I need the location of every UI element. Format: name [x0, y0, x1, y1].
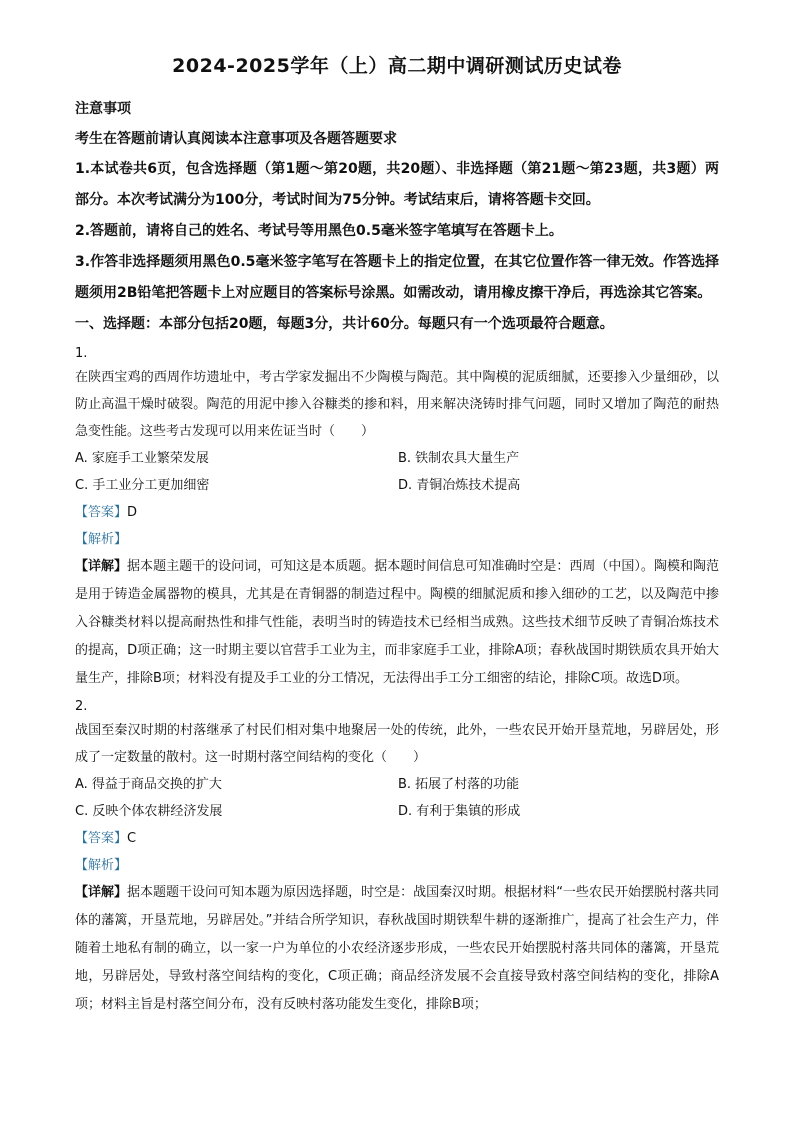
question-1	[75, 344, 719, 693]
option-b: B. 铁制农具大量生产	[398, 451, 520, 466]
answer-value: C	[127, 831, 137, 846]
notice-item-2: 2.答题前，请将自己的姓名、考试号等用黑色0.5毫米签字笔填写在答题卡上。	[75, 223, 563, 239]
detail-text: 据本题主题干的设问词，可知这是本质题。据本题时间信息可知准确时空是：西周（中国）。陶模和陶范是用于铸造金属器物的模具，尤其是在青铜器的制造过程中。陶模的细腻泥质和掺入细砂的工艺，以及陶范中掺入谷糠类材料以提高耐热性和排气性能，表明当时的铸造技术已经相当成熟。这些技术细节反映了青铜冶炼技术的提高，D项正确；这一时期主要以官营手工业为主，而非家庭手工业，排除A项；春秋战国时期铁质农具开始大量生产，排除B项；材料没有提及手工业的分工情况，无法得出手工分工细密的结论，排除C项。故选D项。	[75, 559, 719, 686]
analysis-line	[75, 852, 719, 879]
option-d: D. 有利于集镇的形成	[398, 804, 521, 819]
exam-title: 2024-2025学年（上）高二期中调研测试历史试卷	[172, 55, 622, 77]
option-b: B. 拓展了村落的功能	[398, 777, 520, 792]
question-number: 2.	[75, 699, 88, 714]
question-number: 1.	[75, 346, 88, 361]
question-2	[75, 697, 719, 1019]
option-c: C. 反映个体农耕经济发展	[75, 804, 223, 819]
answer-line	[75, 499, 719, 526]
option-a: A. 家庭手工业繁荣发展	[75, 451, 209, 466]
notice-intro: 考生在答题前请认真阅读本注意事项及各题答题要求	[75, 131, 397, 147]
option-c: C. 手工业分工更加细密	[75, 478, 210, 493]
detail-explanation	[75, 553, 719, 693]
notice-item-3: 3.作答非选择题须用黑色0.5毫米签字笔写在答题卡上的指定位置，在其它位置作答一律无效。作答选择题须用2B铅笔把答题卡上对应题目的答案标号涂黑。如需改动，请用橡皮擦干净后，再选涂其它答案。	[75, 254, 719, 301]
question-options	[75, 445, 719, 499]
analysis-line	[75, 526, 719, 553]
option-a: A. 得益于商品交换的扩大	[75, 777, 222, 792]
question-options	[75, 771, 719, 825]
notice-item-1: 1.本试卷共6页，包含选择题（第1题～第20题，共20题）、非选择题（第21题～第23题，共3题）两部分。本次考试满分为100分，考试时间为75分钟。考试结束后，请将答题卡交回。	[75, 161, 719, 208]
section-heading: 一、选择题：本部分包括20题，每题3分，共计60分。每题只有一个选项最符合题意。	[75, 316, 614, 332]
question-stem: 在陕西宝鸡的西周作坊遗址中，考古学家发掘出不少陶模与陶范。其中陶模的泥质细腻，还要掺入少量细砂，以防止高温干燥时破裂。陶范的用泥中掺入谷糠类的掺和料，用来解决浇铸时排气问题，同时又增加了陶范的耐热急变性能。这些考古发现可以用来佐证当时（ ）	[75, 370, 719, 439]
analysis-label: 【解析】	[75, 858, 128, 873]
detail-explanation	[75, 879, 719, 1019]
exam-page	[75, 52, 719, 1019]
option-d: D. 青铜冶炼技术提高	[398, 478, 521, 493]
answer-line	[75, 825, 719, 852]
answer-label: 【答案】	[75, 505, 128, 520]
detail-label: 【详解】	[75, 559, 128, 574]
detail-label: 【详解】	[75, 885, 128, 900]
notice-heading: 注意事项	[75, 101, 131, 117]
answer-value: D	[127, 505, 138, 520]
analysis-label: 【解析】	[75, 532, 128, 547]
answer-label: 【答案】	[75, 831, 128, 846]
detail-text: 据本题题干设问可知本题为原因选择题，时空是：战国秦汉时期。根据材料“一些农民开始摆脱村落共同体的藩篱，开垦荒地，另辟居处。”并结合所学知识，春秋战国时期铁犁牛耕的逐渐推广，提高了社会生产力，伴随着土地私有制的确立，以一家一户为单位的小农经济逐步形成，一些农民开始摆脱村落共同体的藩篱，开垦荒地，另辟居处，导致村落空间结构的变化，C项正确；商品经济发展不会直接导致村落空间结构的变化，排除A项；材料主旨是村落空间分布，没有反映村落功能发生变化，排除B项；	[75, 885, 719, 1012]
question-stem: 战国至秦汉时期的村落继承了村民们相对集中地聚居一处的传统，此外，一些农民开始开垦荒地，另辟居处，形成了一定数量的散村。这一时期村落空间结构的变化（ ）	[75, 723, 719, 765]
